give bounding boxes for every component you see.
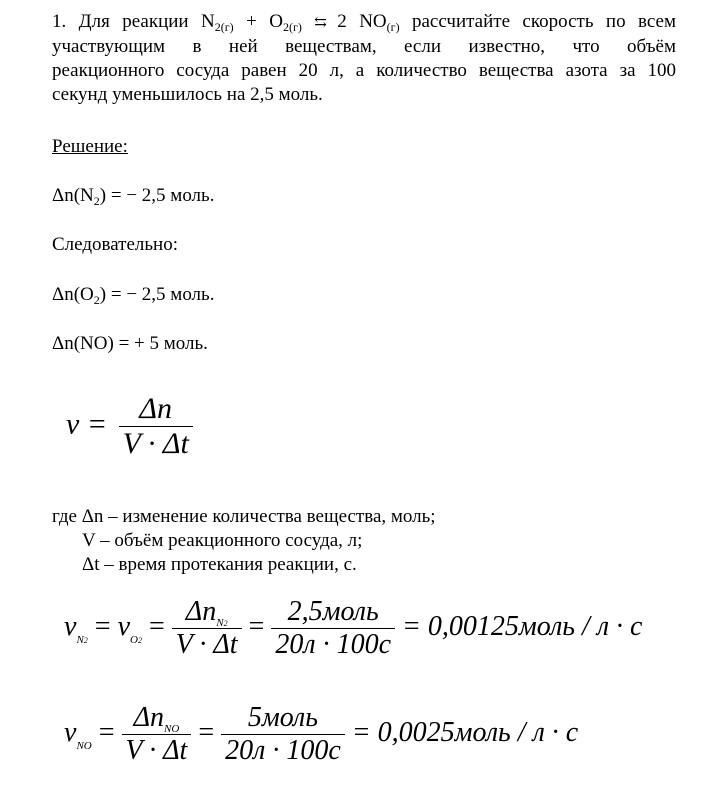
- calc-no: $v_{NO}$ = $\frac{\Delta n_{NO}}{V \cdot \Delta t}$ = $\frac{\text{5моль}}{20л \cdot 100с}$ = 0,0025моль / л · с: [64, 702, 579, 766]
- calc2-frac2-num: 5моль: [221, 702, 345, 735]
- consequently-text: Следовательно:: [52, 234, 178, 255]
- formula-denominator: V · Δt: [122, 427, 189, 460]
- problem-line-1: 1. Для реакции $N_{2(г)} + O_{2(г)}$ ⇆ 2 $NO_{(г)}$ рассчитайте скорость по всем: [52, 11, 676, 34]
- calc1-frac2-num: 2,5моль: [271, 596, 395, 629]
- legend-line-1: где Δn – изменение количества вещества, моль;: [52, 506, 436, 527]
- delta-n-n2: $\Delta n(N_2)$ = − 2,5 моль.: [52, 185, 215, 208]
- calc1-frac1-den: V · Δt: [175, 629, 238, 660]
- legend-line-2: V – объём реакционного сосуда, л;: [82, 530, 363, 551]
- legend-line-3: Δt – время протекания реакции, с.: [82, 554, 357, 575]
- delta-n-no: Δn(NO) = + 5 моль.: [52, 333, 208, 354]
- calc2-frac1-den: V · Δt: [125, 735, 188, 766]
- problem-line-2: участвующим в ней веществам, если известно, что объём: [52, 36, 676, 57]
- calc-n2-o2: $v_{N2} = v_{O2}$ = $\frac{\Delta n_{N2}}{V \cdot \Delta t}$ = $\frac{\text{2,5моль}}{20л \cdot 100с}$ = 0,00125моль / л · с: [64, 596, 643, 660]
- problem-line-4: секунд уменьшилось на 2,5 моль.: [52, 84, 323, 105]
- formula-lhs: v =: [66, 407, 108, 441]
- equilibrium-arrow-icon: ⇆: [314, 15, 325, 31]
- rate-formula: [66, 392, 193, 461]
- solution-heading: Решение:: [52, 136, 128, 157]
- calc1-frac1-num: $\Delta n_{N2}$: [172, 596, 242, 629]
- calc1-frac2-den: 20л · 100с: [275, 629, 392, 660]
- problem-statement: [52, 10, 676, 107]
- calc2-result: = 0,0025моль / л · с: [351, 716, 579, 748]
- problem-line-3: реакционного сосуда равен 20 л, а количество вещества азота за 100: [52, 60, 676, 81]
- calc2-frac1-num: $\Delta n_{NO}$: [122, 702, 192, 735]
- delta-n-o2: $\Delta n(O_2)$ = − 2,5 моль.: [52, 284, 215, 307]
- calc1-result: = 0,00125моль / л · с: [402, 610, 643, 642]
- formula-numerator: Δn: [119, 392, 193, 427]
- calc2-frac2-den: 20л · 100с: [225, 735, 341, 766]
